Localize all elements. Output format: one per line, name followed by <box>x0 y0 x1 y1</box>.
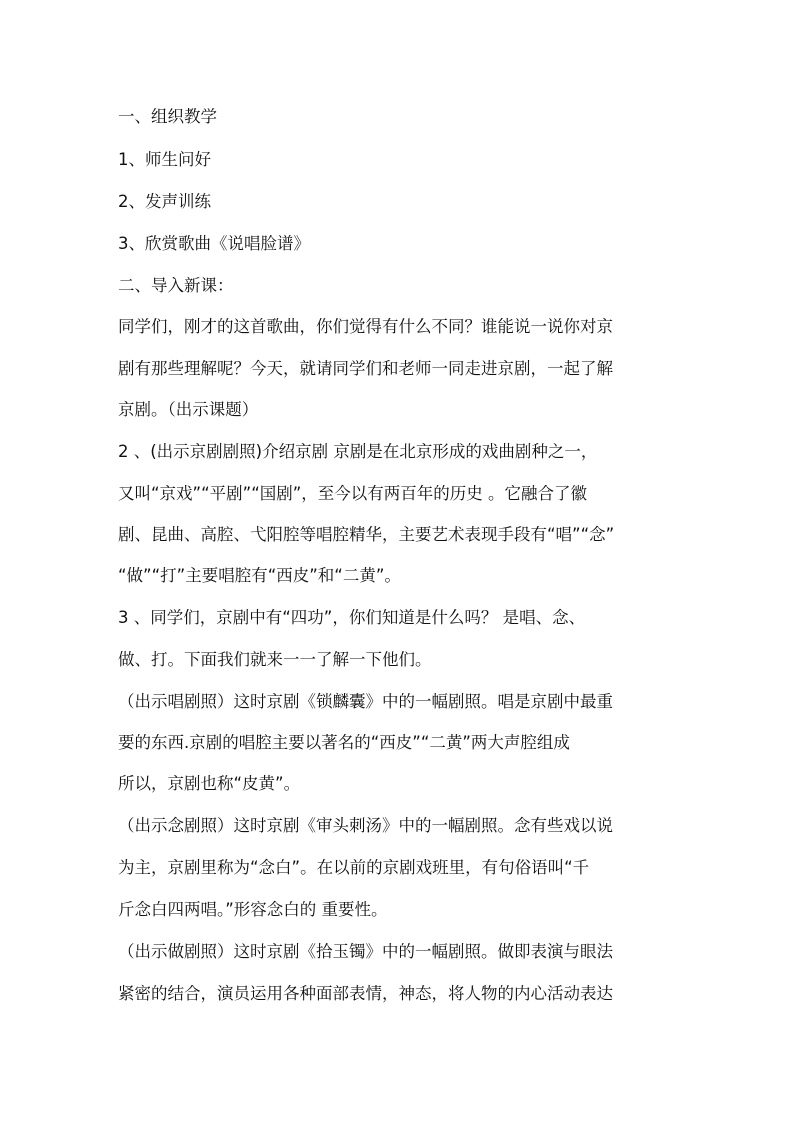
paragraph-line: 剧、昆曲、高腔、弋阳腔等唱腔精华，主要艺术表现手段有“唱”“念” <box>118 525 615 544</box>
paragraph-line: 2 、(出示京剧剧照)介绍京剧 京剧是在北京形成的戏曲剧种之一， <box>118 442 598 461</box>
paragraph-line: 紧密的结合，演员运用各种面部表情，神态，将人物的内心活动表达 <box>118 984 613 1003</box>
paragraph-line: （出示唱剧照）这时京剧《锁麟囊》中的一幅剧照。唱是京剧中最重 <box>118 692 613 711</box>
paragraph-line: 做、打。下面我们就来一一了解一下他们。 <box>118 650 432 669</box>
paragraph-line: 又叫“京戏”“平剧”“国剧”，至今以有两百年的历史 。它融合了徽 <box>118 484 588 503</box>
paragraph-line: 要的东西.京剧的唱腔主要以著名的“西皮”“二黄”两大声腔组成 <box>118 733 570 752</box>
item-vocal-training: 2、发声训练 <box>118 192 211 211</box>
paragraph-line: 京剧。（出示课题） <box>118 400 259 419</box>
paragraph-line: 所以，京剧也称“皮黄”。 <box>118 774 301 793</box>
paragraph-line: 为主，京剧里称为“念白”。在以前的京剧戏班里，有句俗语叫“千 <box>118 858 590 877</box>
paragraph-line: 剧有那些理解呢？今天，就请同学们和老师一同走进京剧，一起了解 <box>118 359 613 378</box>
paragraph-line: “做”“打”主要唱腔有“西皮”和“二黄”。 <box>118 566 401 585</box>
item-song-appreciation: 3、欣赏歌曲《说唱脸谱》 <box>118 234 310 253</box>
paragraph-line: （出示念剧照）这时京剧《审头刺汤》中的一幅剧照。念有些戏以说 <box>118 816 613 835</box>
paragraph-line: 斤念白四两唱。”形容念白的 重要性。 <box>118 900 388 919</box>
paragraph-line: （出示做剧照）这时京剧《拾玉镯》中的一幅剧照。做即表演与眼法 <box>118 942 613 961</box>
heading-new-lesson: 二、导入新课： <box>118 276 234 295</box>
heading-organize-teaching: 一、组织教学 <box>118 107 217 126</box>
paragraph-line: 3 、同学们，京剧中有“四功”，你们知道是什么吗？ 是唱、念、 <box>118 608 586 627</box>
paragraph-line: 同学们，刚才的这首歌曲，你们觉得有什么不同？谁能说一说你对京 <box>118 317 613 336</box>
item-greeting: 1、师生问好 <box>118 150 211 169</box>
